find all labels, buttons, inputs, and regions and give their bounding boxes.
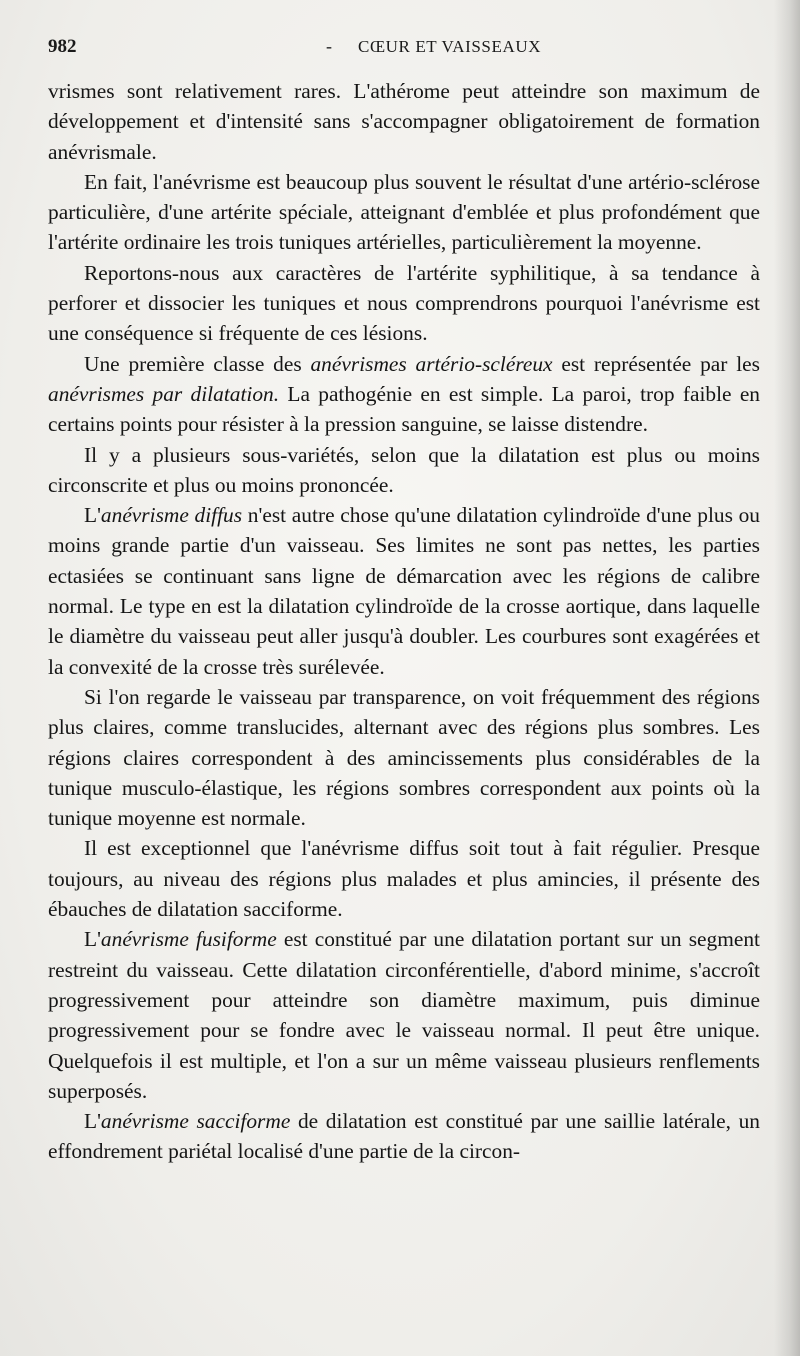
text-run: L'	[84, 927, 101, 952]
text-run: Il est exceptionnel que l'anévrisme diffus soit tout à fait régulier. Presque toujours, au niveau des régions plus malades et plus amincies, il présente des ébauches de dilatation sacciforme.	[48, 836, 760, 922]
paragraph	[48, 924, 760, 1106]
text-run: En fait, l'anévrisme est beaucoup plus souvent le résultat d'une artério-sclérose particulière, d'une artérite spéciale, atteignant d'emblée et plus profondément que l'artérite ordinaire les trois tuniques artérielles, particulièrement la moyenne.	[48, 169, 760, 255]
text-run: L'	[84, 503, 101, 528]
italic-term: anévrismes artério-scléreux	[310, 351, 553, 376]
italic-term: anévrisme diffus	[100, 503, 243, 528]
text-run: La pathogénie en est simple. La paroi, trop faible en certains points pour résister à la pression sanguine, se laisse distendre.	[48, 381, 761, 437]
header-dash: -	[326, 36, 332, 56]
italic-term: anévrismes par dilatation.	[48, 381, 280, 406]
page-header	[48, 36, 758, 62]
paragraph	[48, 167, 760, 258]
body-text	[48, 76, 760, 1167]
paragraph	[48, 349, 760, 440]
text-run: Il y a plusieurs sous-variétés, selon que la dilatation est plus ou moins circonscrite et plus ou moins prononcée.	[48, 442, 760, 497]
text-run: est représentée par les	[552, 351, 760, 376]
paragraph	[48, 682, 760, 833]
paragraph	[48, 76, 760, 167]
paragraph	[48, 440, 760, 501]
paragraph	[48, 1106, 760, 1167]
text-run: L'	[84, 1109, 101, 1134]
text-run: Si l'on regarde le vaisseau par transparence, on voit fréquemment des régions plus claires, comme translucides, alternant avec des régions plus sombres. Les régions claires correspondent à des amincissements plus considérables de la tunique musculo-élastique, les régions sombres correspondent aux points où la tunique moyenne est normale.	[48, 684, 760, 831]
paragraph	[48, 258, 760, 349]
text-run: est constitué par une dilatation portant sur un segment restreint du vaisseau. Cette dilatation circonférentielle, d'abord minime, s'accroît progressivement pour atteindre son diamètre maximum, puis diminue progressivement pour se fondre avec le vaisseau normal. Il peut être unique. Quelquefois il est multiple, et l'on a sur un même vaisseau plusieurs renflements superposés.	[48, 927, 760, 1103]
text-run: Une première classe des	[84, 351, 311, 376]
italic-term: anévrisme fusiforme	[100, 927, 277, 952]
text-run: de dilatation est constitué par une saillie latérale, un effondrement pariétal localisé d'une partie de la circon-	[48, 1109, 761, 1164]
running-title: CŒUR ET VAISSEAUX	[358, 37, 542, 56]
paragraph	[48, 500, 760, 682]
text-run: vrismes sont relativement rares. L'athérome peut atteindre son maximum de développement et d'intensité sans s'accompagner obligatoirement de formation anévrismale.	[48, 79, 760, 164]
italic-term: anévrisme sacciforme	[100, 1109, 291, 1134]
page-edge-shadow	[774, 0, 800, 1356]
page-number: 982	[48, 36, 77, 57]
paragraph	[48, 833, 760, 924]
text-run: n'est autre chose qu'une dilatation cylindroïde d'une plus ou moins grande partie d'un vaisseau. Ses limites ne sont pas nettes, les parties ectasiées se continuant sans ligne de démarcation avec les régions de calibre normal. Le type en est la dilatation cylindroïde de la crosse aortique, dans laquelle le diamètre du vaisseau peut aller jusqu'à doubler. Les courbures sont exagérées et la convexité de la crosse très surélevée.	[48, 503, 760, 679]
text-run: Reportons-nous aux caractères de l'artérite syphilitique, à sa tendance à perforer et dissocier les tuniques et nous comprendrons pourquoi l'anévrisme est une conséquence si fréquente de ces lésions.	[48, 260, 760, 346]
